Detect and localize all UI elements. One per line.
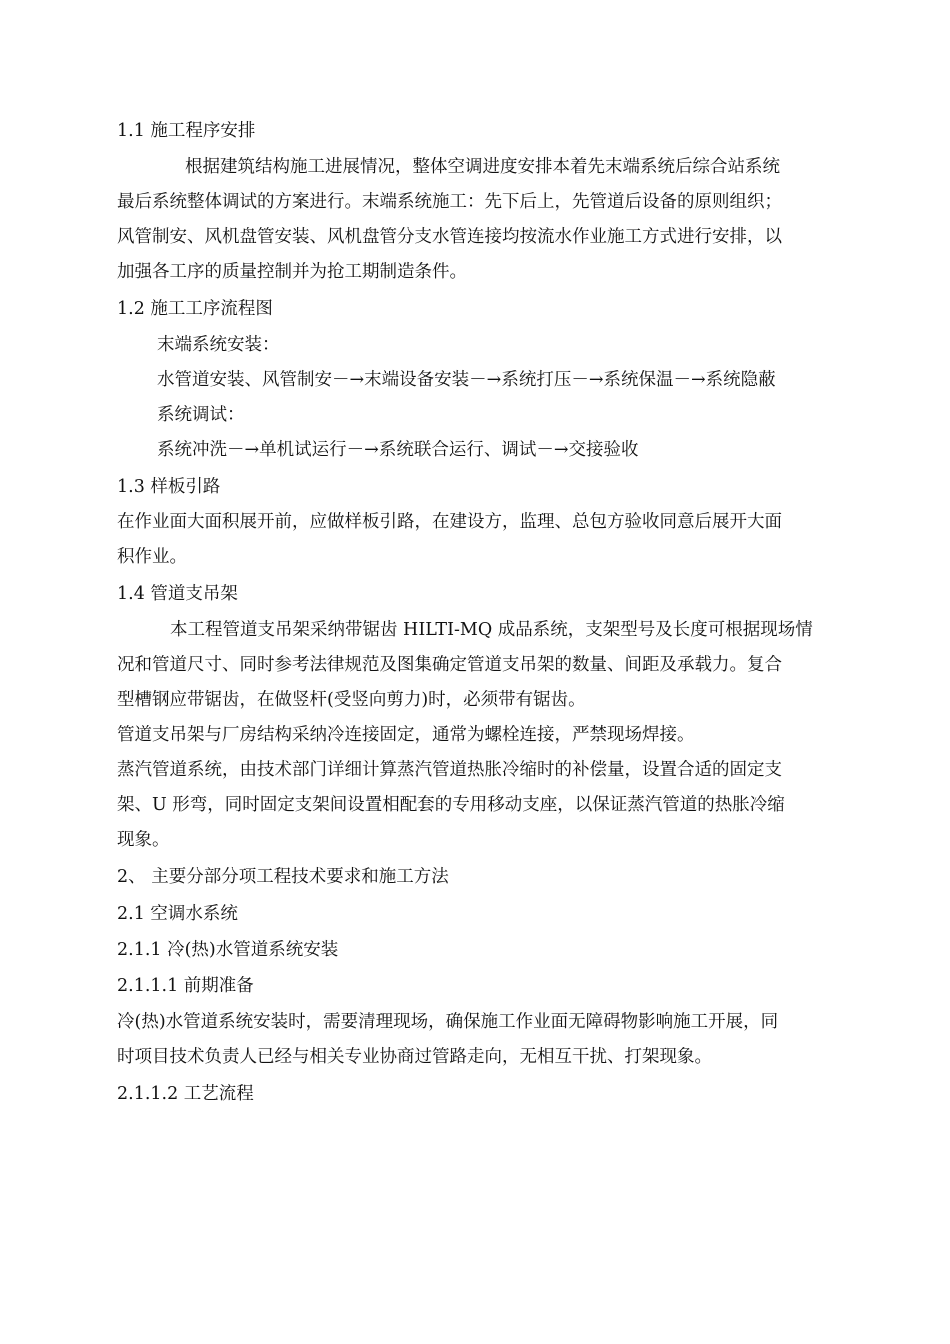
paragraph-line: 积作业。 [117, 547, 187, 567]
heading-1-1: 1.1 施工程序安排 [117, 121, 256, 141]
paragraph-line: 况和管道尺寸、同时参考法律规范及图集确定管道支吊架的数量、间距及承载力。复合 [117, 655, 782, 675]
flow-debug-title: 系统调试： [157, 405, 245, 425]
heading-2-1: 2.1 空调水系统 [117, 904, 238, 924]
heading-2-1-1-2: 2.1.1.2 工艺流程 [117, 1084, 254, 1104]
heading-2-1-1: 2.1.1 冷(热)水管道系统安装 [117, 940, 339, 960]
flow-terminal-steps: 水管道安装、风管制安－→末端设备安装－→系统打压－→系统保温－→系统隐蔽 [157, 370, 776, 390]
heading-1-2: 1.2 施工工序流程图 [117, 299, 273, 319]
paragraph-line: 根据建筑结构施工进展情况，整体空调进度安排本着先末端系统后综合站系统 [185, 157, 780, 177]
paragraph-line: 时项目技术负责人已经与相关专业协商过管路走向，无相互干扰、打架现象。 [117, 1047, 712, 1067]
heading-2-1-1-1: 2.1.1.1 前期准备 [117, 976, 254, 996]
paragraph-line: 型槽钢应带锯齿，在做竖杆(受竖向剪力)时，必须带有锯齿。 [117, 690, 586, 710]
paragraph-line: 风管制安、风机盘管安装、风机盘管分支水管连接均按流水作业施工方式进行安排，以 [117, 227, 782, 247]
paragraph-line: 本工程管道支吊架采纳带锯齿 HILTI-MQ 成品系统，支架型号及长度可根据现场情 [170, 620, 813, 640]
heading-1-3: 1.3 样板引路 [117, 477, 221, 497]
flow-terminal-title: 末端系统安装： [157, 335, 280, 355]
paragraph-line: 现象。 [117, 830, 170, 850]
paragraph-line: 在作业面大面积展开前，应做样板引路，在建设方，监理、总包方验收同意后展开大面 [117, 512, 782, 532]
flow-debug-steps: 系统冲洗－→单机试运行－→系统联合运行、调试－→交接验收 [157, 440, 639, 460]
paragraph-line: 最后系统整体调试的方案进行。末端系统施工：先下后上，先管道后设备的原则组织； [117, 192, 782, 212]
heading-2: 2、 主要分部分项工程技术要求和施工方法 [117, 867, 449, 887]
heading-1-4: 1.4 管道支吊架 [117, 584, 238, 604]
paragraph-line: 蒸汽管道系统，由技术部门详细计算蒸汽管道热胀冷缩时的补偿量，设置合适的固定支 [117, 760, 782, 780]
paragraph-line: 冷(热)水管道系统安装时，需要清理现场，确保施工作业面无障碍物影响施工开展，同 [117, 1012, 779, 1032]
paragraph-line: 加强各工序的质量控制并为抢工期制造条件。 [117, 262, 467, 282]
paragraph-line: 架、U 形弯，同时固定支架间设置相配套的专用移动支座，以保证蒸汽管道的热胀冷缩 [117, 795, 785, 815]
paragraph-line: 管道支吊架与厂房结构采纳冷连接固定，通常为螺栓连接，严禁现场焊接。 [117, 725, 695, 745]
